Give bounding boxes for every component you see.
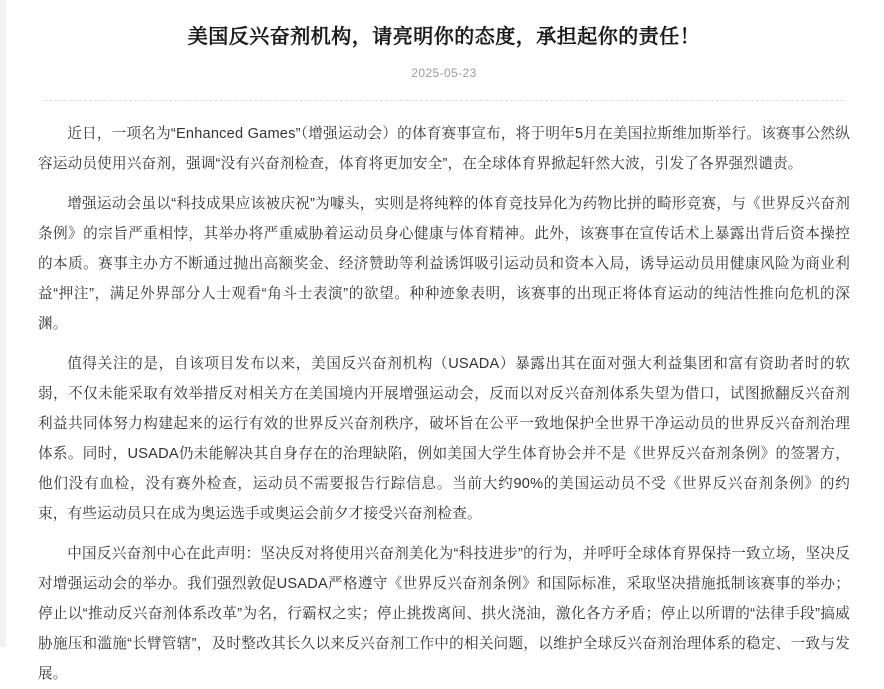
left-margin-rule: [0, 0, 6, 647]
publish-date: 2025-05-23: [411, 66, 477, 80]
page-title: 美国反兴奋剂机构，请亮明你的态度，承担起你的责任！: [187, 26, 701, 48]
paragraph: 增强运动会虽以“科技成果应该被庆祝”为噱头，实则是将纯粹的体育竞技异化为药物比拼的畸形竞赛，与《世界反兴奋剂条例》的宗旨严重相悖，其举办将严重威胁着运动员身心健康与体育精神。此外，该赛事在宣传话术上暴露出背后资本操控的本质。赛事主办方不断通过抛出高额奖金、经济赞助等利益诱饵吸引运动员和资本入局，诱导运动员用健康风险为商业利益“押注”，满足外界部分人士观看“角斗士表演”的欲望。种种迹象表明，该赛事的出现正将体育运动的纯洁性推向危机的深渊。: [38, 196, 850, 332]
article-body: [38, 101, 850, 689]
paragraph: 近日，一项名为“Enhanced Games”（增强运动会）的体育赛事宣布，将于明年5月在美国拉斯维加斯举行。该赛事公然纵容运动员使用兴奋剂，强调“没有兴奋剂检查，体育将更加安全”，在全球体育界掀起轩然大波，引发了各界强烈谴责。: [38, 126, 850, 172]
paragraph: 中国反兴奋剂中心在此声明：坚决反对将使用兴奋剂美化为“科技进步”的行为，并呼吁全球体育界保持一致立场，坚决反对增强运动会的举办。我们强烈敦促USADA严格遵守《世界反兴奋剂条例》和国际标准，采取坚决措施抵制该赛事的举办；停止以“推动反兴奋剂体系改革”为名，行霸权之实；停止挑拨离间、拱火浇油，激化各方矛盾；停止以所谓的“法律手段”搞威胁施压和滥施“长臂管辖”，及时整改其长久以来反兴奋剂工作中的相关问题，以维护全球反兴奋剂治理体系的稳定、一致与发展。: [38, 546, 850, 682]
paragraph: 值得关注的是，自该项目发布以来，美国反兴奋剂机构（USADA）暴露出其在面对强大利益集团和富有资助者时的软弱，不仅未能采取有效举措反对相关方在美国境内开展增强运动会，反而以对反兴奋剂体系失望为借口，试图掀翻反兴奋剂利益共同体努力构建起来的运行有效的世界反兴奋剂秩序，破坏旨在公平一致地保护全世界干净运动员的世界反兴奋剂治理体系。同时，USADA仍未能解决其自身存在的治理缺陷，例如美国大学生体育协会并不是《世界反兴奋剂条例》的签署方，他们没有血检，没有赛外检查，运动员不需要报告行踪信息。当前大约90%的美国运动员不受《世界反兴奋剂条例》的约束，有些运动员只在成为奥运选手或奥运会前夕才接受兴奋剂检查。: [38, 356, 850, 522]
